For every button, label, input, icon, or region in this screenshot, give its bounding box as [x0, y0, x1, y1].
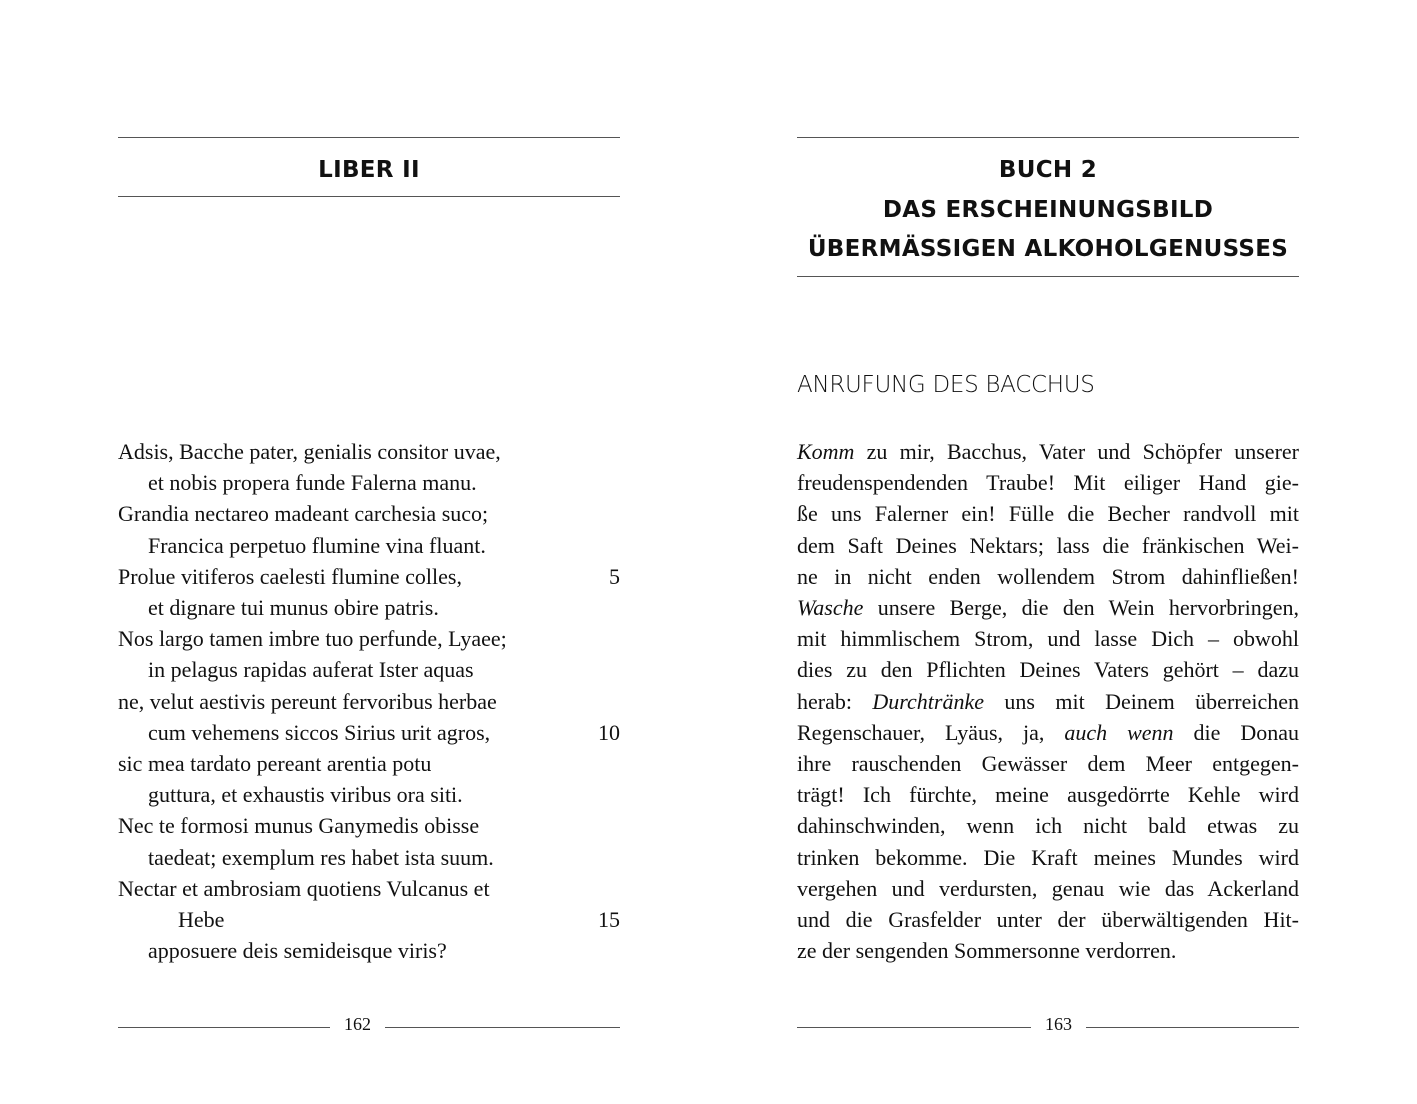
- page-number-right: 163: [1031, 1014, 1086, 1035]
- verse-line: taedeat; exemplum res habet ista suum.: [148, 844, 494, 870]
- text-segment: ihre rauschenden Gewässer dem Meer entgegen-: [797, 751, 1299, 776]
- verse-line: Francica perpetuo flumine vina fluant.: [148, 532, 486, 558]
- verse-line: Hebe: [178, 907, 225, 932]
- text-segment: mit himmlischem Strom, und lasse Dich – obwohl: [797, 626, 1299, 652]
- right-heading-3: ÜBERMÄSSIGEN ALKOHOLGENUSSES: [807, 236, 1289, 262]
- text-segment: ße uns Falerner ein! Fülle die Becher randvoll mit: [797, 501, 1299, 527]
- emphasized-text: auch wenn: [1064, 719, 1174, 745]
- prose-line: [797, 530, 1299, 561]
- verse-line: Nec te formosi munus Ganymedis obisse: [118, 813, 480, 839]
- verse-line: Nectar et ambrosiam quotiens Vulcanus et: [118, 875, 490, 901]
- right-heading-2: DAS ERSCHEINUNGSBILD: [882, 197, 1214, 223]
- text-segment: ne in nicht enden wollendem Strom dahinfließen!: [797, 563, 1299, 589]
- text-segment: Regenschauer, Lyäus, ja,: [797, 719, 1065, 745]
- prose-line: [797, 623, 1299, 654]
- prose-line: [797, 467, 1299, 498]
- prose-line: [797, 779, 1299, 810]
- prose-line: [797, 436, 1299, 467]
- emphasized-text: Durchtränke: [872, 688, 984, 714]
- left-heading: LIBER II: [318, 157, 420, 183]
- text-segment: trägt! Ich fürchte, meine ausgedörrte Kehle wird: [797, 782, 1299, 808]
- prose-line: [797, 842, 1299, 873]
- right-heading-1: BUCH 2: [998, 157, 1098, 183]
- text-segment: zu mir, Bacchus, Vater und Schöpfer unserer: [854, 439, 1299, 464]
- line-number: 5: [609, 563, 620, 589]
- prose-line: [797, 904, 1299, 935]
- top-rule: [797, 137, 1299, 138]
- verse-line: et dignare tui munus obire patris.: [148, 595, 439, 620]
- text-segment: trinken bekomme. Die Kraft meines Mundes wird: [797, 844, 1299, 870]
- prose-line: [797, 873, 1299, 904]
- emphasized-text: Komm: [797, 439, 855, 464]
- section-title: ANRUFUNG DES BACCHUS: [797, 372, 1095, 398]
- prose-line: [797, 935, 1299, 966]
- page-number-left: 162: [330, 1014, 385, 1035]
- verse-line: sic mea tardato pereant arentia potu: [118, 751, 432, 776]
- verse-line: Nos largo tamen imbre tuo perfunde, Lyaee;: [118, 626, 507, 652]
- prose-line: [797, 561, 1299, 592]
- line-number: 15: [598, 907, 620, 932]
- text-segment: uns mit Deinem überreichen: [984, 688, 1300, 714]
- heading-rule: [797, 276, 1299, 277]
- text-segment: freudenspendenden Traube! Mit eiliger Hand gie-: [797, 470, 1299, 496]
- verse-line: apposuere deis semideisque viris?: [148, 938, 447, 964]
- text-segment: unsere Berge, die den Wein hervorbringen,: [863, 595, 1299, 620]
- emphasized-text: Wasche: [797, 595, 864, 620]
- verse-line: guttura, et exhaustis viribus ora siti.: [148, 782, 463, 808]
- prose-line: [797, 810, 1299, 841]
- prose-line: [797, 498, 1299, 529]
- prose-line: [797, 717, 1299, 748]
- verse-line: in pelagus rapidas auferat Ister aquas: [148, 657, 474, 683]
- text-segment: dem Saft Deines Nektars; lass die fränkischen Wei-: [797, 532, 1299, 558]
- verse-line: ne, velut aestivis pereunt fervoribus herbae: [118, 688, 497, 714]
- verse-line: Adsis, Bacche pater, genialis consitor uvae,: [118, 439, 501, 464]
- line-number: 10: [598, 719, 620, 745]
- heading-rule: [118, 196, 620, 197]
- text-segment: vergehen und verdursten, genau wie das Ackerland: [797, 875, 1299, 901]
- verse-line: et nobis propera funde Falerna manu.: [148, 470, 477, 496]
- text-segment: ze der sengenden Sommersonne verdorren.: [797, 938, 1177, 964]
- prose-line: [797, 686, 1299, 717]
- text-segment: dahinschwinden, wenn ich nicht bald etwas zu: [797, 813, 1299, 839]
- top-rule: [118, 137, 620, 138]
- verse-line: Prolue vitiferos caelesti flumine colles,: [118, 563, 462, 589]
- verse-line: cum vehemens siccos Sirius urit agros,: [148, 719, 491, 745]
- text-segment: dies zu den Pflichten Deines Vaters gehört – dazu: [797, 657, 1299, 683]
- verse-line: Grandia nectareo madeant carchesia suco;: [118, 501, 489, 527]
- prose-line: [797, 654, 1299, 685]
- prose-line: [797, 592, 1299, 623]
- text-segment: und die Grasfelder unter der überwältigenden Hit-: [797, 907, 1299, 932]
- text-segment: herab:: [797, 688, 873, 714]
- text-segment: die Donau: [1173, 719, 1300, 745]
- prose-line: [797, 748, 1299, 779]
